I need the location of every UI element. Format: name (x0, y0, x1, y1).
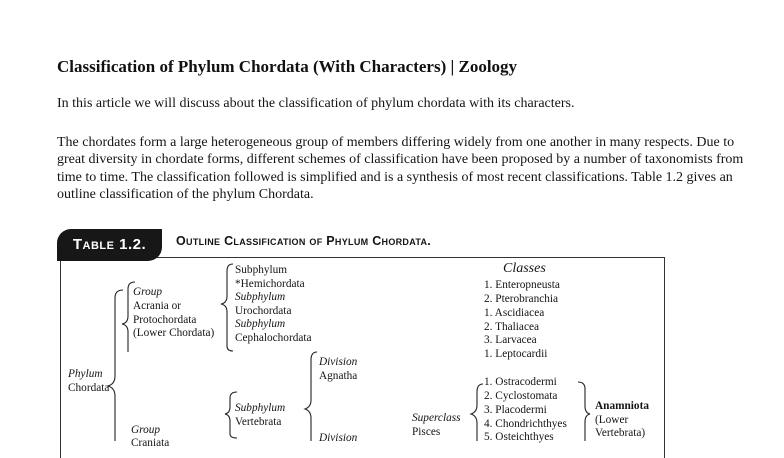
class-item: 1. Ostracodermi (484, 376, 557, 388)
vertebrata-name: Vertebrata (235, 416, 282, 428)
class-item: 1. Leptocardii (484, 348, 548, 360)
vertebrata-rank: Subphylum (235, 402, 286, 414)
anamniota-line: Vertebrata) (595, 427, 646, 439)
group1-line: Protochordata (133, 314, 197, 326)
phylum-bracket (108, 290, 123, 441)
division-bracket (305, 352, 317, 441)
group1-line: (Lower Chordata) (133, 327, 215, 339)
group2-name: Craniata (131, 437, 170, 449)
subphylum-name: Cephalochordata (235, 332, 312, 344)
superclass-rank: Superclass (412, 412, 461, 424)
subphyla-bracket (221, 264, 233, 351)
group2-rank: Group (131, 424, 161, 436)
class-item: 2. Cyclostomata (484, 390, 558, 402)
class-item: 1. Enteropneusta (484, 279, 560, 291)
table-badge: Table 1.2. (57, 229, 162, 261)
division2-rank: Division (319, 432, 358, 444)
subphylum-rank: Subphylum (235, 291, 286, 303)
article-title: Classification of Phylum Chordata (With Characters) | Zoology (57, 57, 518, 76)
anamniota-name: Anamniota (595, 400, 649, 412)
classification-table-figure (55, 224, 667, 449)
class-item: 1. Ascidiacea (484, 307, 545, 319)
class-item: 5. Osteichthyes (484, 431, 554, 443)
anamniota-line: (Lower (595, 414, 629, 426)
classes-heading: Classes (503, 261, 546, 276)
group1-line: Acrania or (133, 300, 181, 312)
pisces-bracket (471, 384, 483, 441)
class-item: 2. Pterobranchia (484, 293, 559, 305)
class-item: 3. Placodermi (484, 404, 547, 416)
group1-rank: Group (133, 286, 163, 298)
subphylum-rank: Subphylum (235, 318, 286, 330)
subphylum-name: *Hemichordata (235, 278, 305, 290)
anamniota-bracket (578, 382, 590, 441)
subphylum-name: Urochordata (235, 305, 292, 317)
class-item: 3. Larvacea (484, 334, 537, 346)
phylum-rank: Phylum (68, 368, 103, 380)
phylum-name: Chordata (68, 382, 110, 394)
class-item: 2. Thaliacea (484, 321, 539, 333)
body-paragraph: The chordates form a large heterogeneous group of members differing widely from one another in many respects. Due to great diversity in chordate forms, different schemes of classification have been proposed by a number of taxonomists from time to time. The classification followed is simplified and is a synthesis of most recent classifications. Table 1.2 gives an outline classification of the phylum Chordata. (57, 135, 744, 202)
intro-text: In this article we will discuss about the classification of phylum chordata with its characters. (57, 96, 575, 111)
superclass-name: Pisces (412, 426, 441, 438)
subphylum-rank: Subphylum (235, 264, 288, 276)
division1-rank: Division (319, 356, 358, 368)
division1-name: Agnatha (319, 370, 358, 382)
table-caption: Outline Classification of Phylum Chordata. (176, 234, 432, 248)
class-item: 4. Chondrichthyes (484, 418, 567, 430)
